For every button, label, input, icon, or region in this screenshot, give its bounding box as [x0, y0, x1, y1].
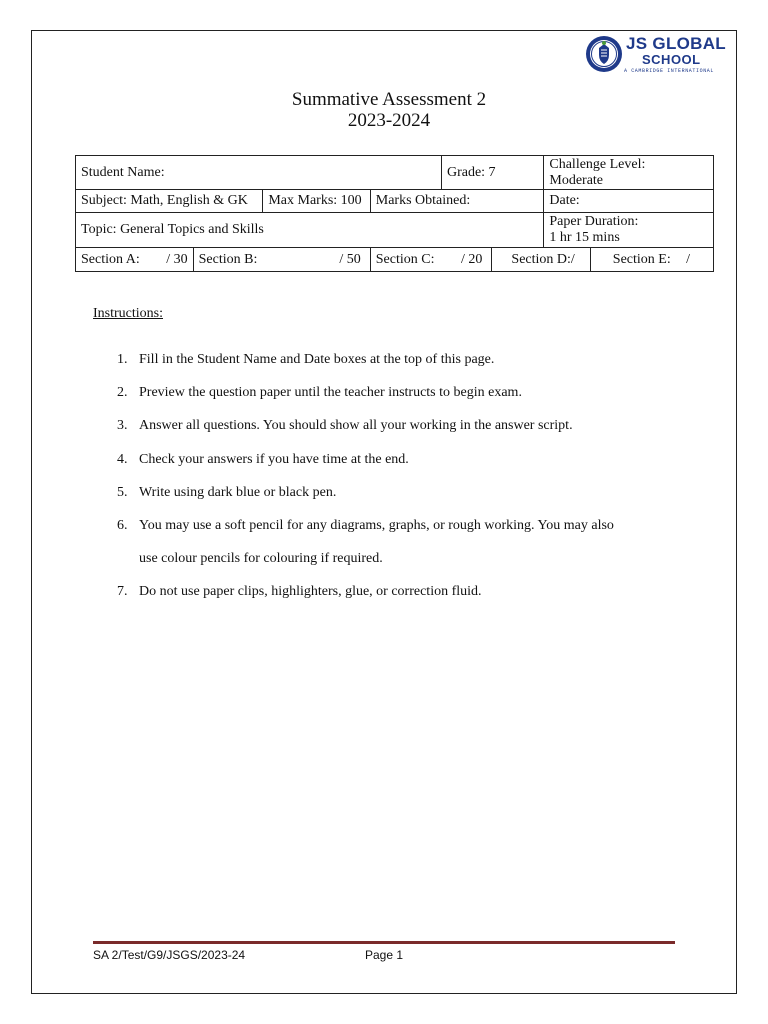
- section-c-cell[interactable]: [370, 248, 492, 272]
- student-info-table: [75, 155, 714, 272]
- paper-duration-cell: [544, 213, 714, 248]
- item-number: 5.: [117, 485, 128, 500]
- challenge-level-label: Challenge Level:: [549, 156, 646, 172]
- school-seal-icon: [585, 35, 623, 73]
- item-number: 7.: [117, 584, 128, 599]
- section-a-cell[interactable]: [76, 248, 194, 272]
- list-item: [117, 518, 697, 567]
- list-item: [117, 385, 697, 401]
- logo-name: JS GLOBAL: [626, 34, 726, 53]
- item-text-continued: use colour pencils for colouring if required.: [139, 551, 383, 566]
- challenge-level-value: Moderate: [549, 172, 604, 188]
- section-e-marks: /: [686, 251, 690, 267]
- list-item: [117, 418, 697, 434]
- title-line-1: Summative Assessment 2: [291, 89, 487, 110]
- item-number: 2.: [117, 385, 128, 400]
- section-d-marks: /: [570, 251, 575, 267]
- footer-rule: [93, 941, 675, 944]
- student-name-cell[interactable]: Student Name:: [76, 156, 442, 190]
- school-logo: [585, 34, 725, 76]
- date-cell[interactable]: Date:: [544, 190, 714, 213]
- section-a-marks: / 30: [166, 251, 188, 267]
- list-item: [117, 485, 697, 501]
- logo-school: SCHOOL: [642, 52, 701, 67]
- section-b-cell[interactable]: [193, 248, 370, 272]
- section-a-label: Section A:: [81, 251, 140, 267]
- list-item: [117, 352, 697, 368]
- document-title: [0, 89, 768, 131]
- footer-document-code: SA 2/Test/G9/JSGS/2023-24: [93, 948, 246, 962]
- item-number: 6.: [117, 518, 128, 533]
- marks-obtained-cell[interactable]: Marks Obtained:: [370, 190, 544, 213]
- section-c-marks: / 20: [461, 251, 483, 267]
- paper-duration-value: 1 hr 15 mins: [549, 230, 620, 245]
- item-number: 3.: [117, 418, 128, 433]
- list-item: [117, 584, 697, 600]
- item-number: 4.: [117, 452, 128, 467]
- list-item: [117, 452, 697, 468]
- subject-cell: Subject: Math, English & GK: [76, 190, 263, 213]
- item-text: Write using dark blue or black pen.: [139, 485, 337, 500]
- paper-duration-label: Paper Duration:: [549, 214, 639, 229]
- section-c-label: Section C:: [375, 251, 435, 267]
- item-text: Fill in the Student Name and Date boxes at the top of this page.: [139, 352, 495, 367]
- section-b-label: Section B:: [198, 251, 258, 267]
- section-e-cell[interactable]: [590, 248, 713, 272]
- item-text: Answer all questions. You should show all your working in the answer script.: [139, 418, 573, 433]
- item-text: Preview the question paper until the teacher instructs to begin exam.: [139, 385, 522, 400]
- instructions-heading: Instructions:: [93, 306, 163, 321]
- max-marks-cell: Max Marks: 100: [263, 190, 370, 213]
- title-line-2: 2023-2024: [347, 110, 431, 131]
- instructions-list: [117, 352, 697, 600]
- section-e-label: Section E:: [612, 251, 671, 267]
- section-d-cell[interactable]: [492, 248, 590, 272]
- topic-cell: Topic: General Topics and Skills: [76, 213, 544, 248]
- challenge-level-cell: [544, 156, 714, 190]
- section-b-marks: / 50: [339, 251, 361, 267]
- item-text: Do not use paper clips, highlighters, glue, or correction fluid.: [139, 584, 482, 599]
- logo-tagline: A CAMBRIDGE INTERNATIONAL: [624, 68, 715, 74]
- item-text: Check your answers if you have time at the end.: [139, 452, 409, 467]
- item-number: 1.: [117, 352, 128, 367]
- section-d-label: Section D:: [511, 251, 571, 267]
- grade-cell: Grade: 7: [441, 156, 543, 190]
- item-text: You may use a soft pencil for any diagrams, graphs, or rough working. You may also: [139, 518, 614, 533]
- footer-page-number: Page 1: [365, 948, 404, 962]
